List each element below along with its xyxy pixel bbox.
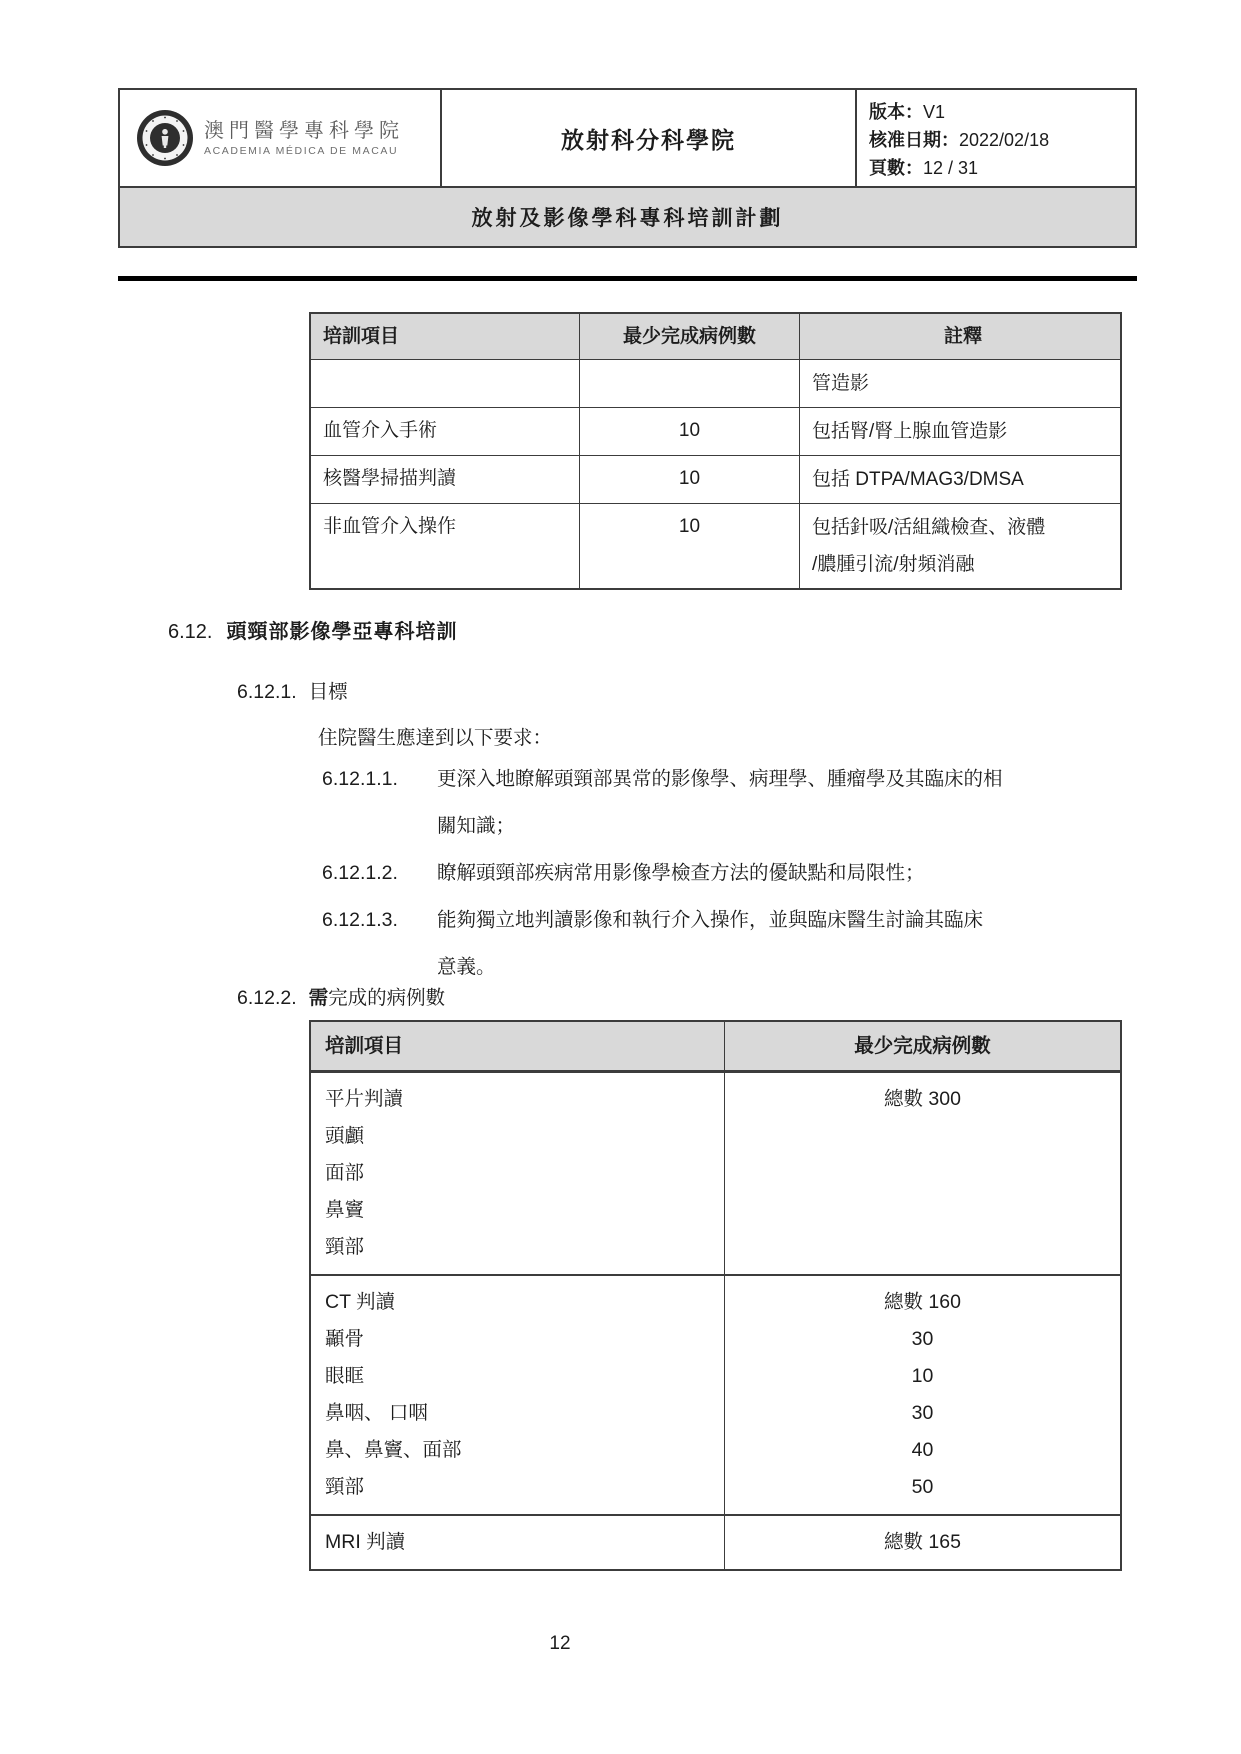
item-label: 頭顱 <box>325 1125 365 1147</box>
organization-name-zh: 澳門醫學專科學院 <box>204 117 404 142</box>
table-header-row <box>311 314 1120 359</box>
item-label: 眼眶 <box>325 1365 365 1387</box>
objective-text <box>437 897 983 991</box>
item-value: 30 <box>911 1328 934 1350</box>
header-divider-rule <box>118 276 1137 281</box>
item-value <box>725 1192 1120 1229</box>
table-header-row <box>311 1022 1120 1071</box>
subsection-title: 目標 <box>308 681 348 703</box>
section-number: 6.12. <box>168 621 213 643</box>
table-group-mri <box>311 1514 1120 1569</box>
table-group-plain-film <box>311 1071 1120 1274</box>
organization-name <box>204 119 404 157</box>
item-label: CT 判讀 <box>325 1291 396 1313</box>
item-value <box>725 1229 1120 1266</box>
version-info-cell <box>857 90 1135 186</box>
header-top-row <box>120 90 1135 186</box>
case-table-continued <box>309 312 1122 590</box>
subsection-heading-cases <box>237 978 445 1018</box>
col-header-min-cases: 最少完成病例數 <box>580 314 800 359</box>
objective-number: 6.12.1.3. <box>322 909 398 931</box>
subsection-heading-objectives <box>237 672 348 712</box>
col-header-note: 註釋 <box>943 326 982 347</box>
section-heading <box>168 612 457 652</box>
table-row <box>311 359 1120 407</box>
objective-text <box>437 850 925 897</box>
objective-row <box>322 897 983 991</box>
item-label: 面部 <box>325 1162 365 1184</box>
subsection-number: 6.12.1. <box>237 681 297 703</box>
group-items <box>311 1073 725 1274</box>
item-label: 顳骨 <box>325 1328 365 1350</box>
item-value: 總數 165 <box>884 1531 961 1553</box>
objective-number: 6.12.1.2. <box>322 862 398 884</box>
section-title: 頭頸部影像學亞專科培訓 <box>226 621 458 643</box>
approval-date-label: 核准日期： <box>869 130 959 150</box>
subsection-number: 6.12.2. <box>237 987 297 1009</box>
document-header <box>118 88 1137 248</box>
item-value <box>725 1155 1120 1192</box>
item-cell: 血管介入手術 <box>311 408 580 455</box>
group-values <box>725 1516 1120 1569</box>
version-label: 版本： <box>869 102 923 122</box>
objective-row <box>322 756 1003 850</box>
objective-line: 意義。 <box>437 956 496 978</box>
item-label: 頸部 <box>325 1476 365 1498</box>
objective-number: 6.12.1.1. <box>322 768 398 790</box>
item-value: 總數 160 <box>884 1291 961 1313</box>
note-line: 包括針吸/活組織檢查、液體 <box>812 517 1046 538</box>
group-values <box>725 1073 1120 1274</box>
objectives-intro: 住院醫生應達到以下要求： <box>318 727 553 749</box>
page-count-label: 頁數： <box>869 158 923 178</box>
academy-seal-icon <box>136 109 194 167</box>
count-cell: 10 <box>580 504 800 588</box>
college-title: 放射科分科學院 <box>561 126 736 153</box>
organization-name-en: ACADEMIA MÉDICA DE MACAU <box>204 144 399 157</box>
objective-line: 更深入地瞭解頭頸部異常的影像學、病理學、腫瘤學及其臨床的相 <box>437 768 1003 790</box>
item-label: 鼻竇 <box>325 1199 365 1221</box>
program-title-bar <box>120 186 1135 246</box>
group-values <box>725 1276 1120 1514</box>
count-cell: 10 <box>580 456 800 503</box>
page-count-value: 12 / 31 <box>923 158 979 178</box>
item-cell <box>311 360 580 407</box>
logo-cell <box>120 90 442 186</box>
table-row <box>311 455 1120 503</box>
objective-row <box>322 850 925 897</box>
table-row <box>311 407 1120 455</box>
note-line: /膿腫引流/射頻消融 <box>812 554 975 575</box>
objective-line: 能夠獨立地判讀影像和執行介入操作，並與臨床醫生討論其臨床 <box>437 909 984 931</box>
col-header-item: 培訓項目 <box>311 1022 725 1070</box>
note-cell: 管造影 <box>812 373 870 394</box>
item-label: 鼻、鼻竇、面部 <box>325 1439 462 1461</box>
version-line <box>869 98 1135 124</box>
objective-text <box>437 756 1003 850</box>
count-cell <box>580 360 800 407</box>
note-cell <box>800 504 1120 588</box>
item-label: 鼻咽、 口咽 <box>325 1402 428 1424</box>
version-value: V1 <box>923 102 946 122</box>
item-cell: 核醫學掃描判讀 <box>311 456 580 503</box>
item-value <box>725 1118 1120 1155</box>
count-cell: 10 <box>580 408 800 455</box>
required-cases-table <box>309 1020 1122 1571</box>
subsection-title-bold: 需 <box>308 987 329 1009</box>
objective-line: 關知識； <box>437 815 516 837</box>
item-cell: 非血管介入操作 <box>311 504 580 588</box>
table-row <box>311 503 1120 588</box>
table-group-ct <box>311 1274 1120 1514</box>
page-count-line <box>869 154 1135 180</box>
item-label: 平片判讀 <box>325 1088 404 1110</box>
item-value: 50 <box>911 1476 934 1498</box>
item-value: 10 <box>911 1365 934 1387</box>
approval-date-line <box>869 126 1135 152</box>
item-value: 30 <box>911 1402 934 1424</box>
college-title-cell <box>442 90 857 186</box>
page-number: 12 <box>549 1633 571 1654</box>
objective-item <box>322 756 1003 850</box>
item-label: 頸部 <box>325 1236 365 1258</box>
col-header-item: 培訓項目 <box>311 314 580 359</box>
group-items <box>311 1276 725 1514</box>
approval-date-value: 2022/02/18 <box>959 130 1050 150</box>
group-items <box>311 1516 725 1569</box>
objective-item <box>322 850 925 897</box>
objective-item <box>322 897 983 991</box>
item-label: MRI 判讀 <box>325 1531 406 1553</box>
subsection-title-rest: 完成的病例數 <box>328 987 446 1009</box>
objective-line: 瞭解頭頸部疾病常用影像學檢查方法的優缺點和局限性； <box>437 862 925 884</box>
item-value: 40 <box>911 1439 934 1461</box>
note-cell: 包括腎/腎上腺血管造影 <box>812 421 1008 442</box>
item-value: 總數 300 <box>884 1088 961 1110</box>
note-cell: 包括 DTPA/MAG3/DMSA <box>812 469 1024 490</box>
program-title: 放射及影像學科專科培訓計劃 <box>471 207 784 230</box>
col-header-min-cases: 最少完成病例數 <box>854 1035 991 1057</box>
